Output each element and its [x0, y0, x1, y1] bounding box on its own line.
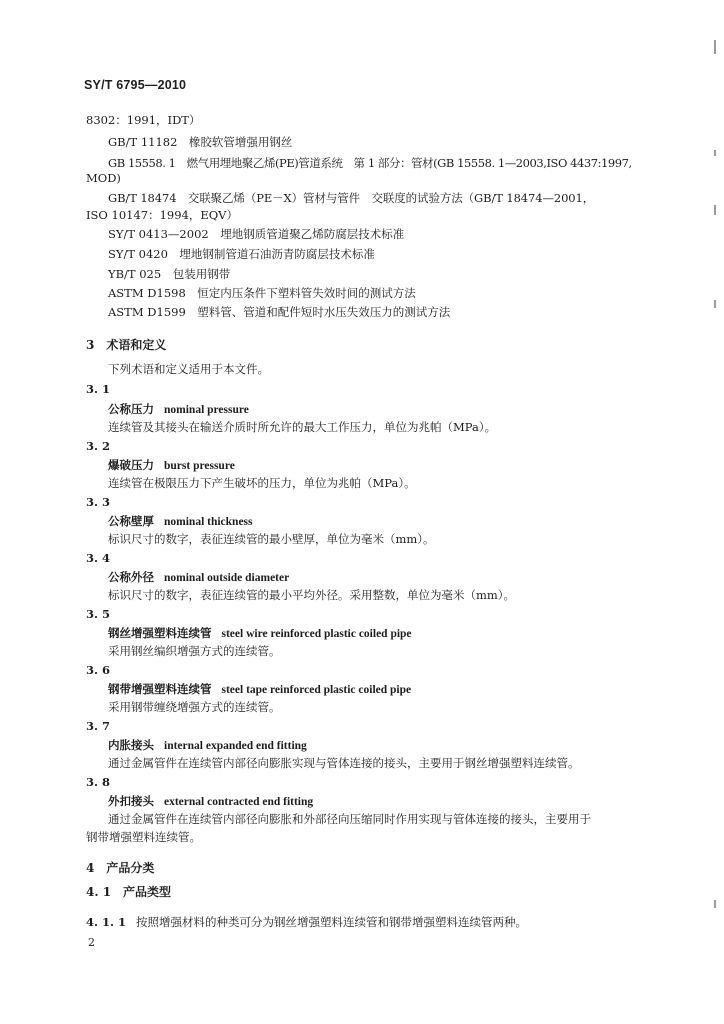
term-definition: 连续管在极限压力下产生破坏的压力，单位为兆帕（MPa）。: [108, 476, 416, 490]
term-en: nominal thickness: [164, 516, 253, 528]
ref-line: GB 15558. 1 燃气用埋地聚乙烯(PE)管道系统 第 1 部分：管材(GB 15558. 1—2003,ISO 4437:1997,: [108, 156, 632, 170]
ref-line: MOD): [86, 171, 121, 185]
term-en: nominal outside diameter: [164, 572, 290, 584]
ref-line: GB/T 11182 橡胶软管增强用钢丝: [108, 135, 293, 149]
term-en: external contracted end fitting: [164, 796, 314, 808]
clause-number: 3. 6: [86, 663, 111, 677]
clause-number: 3. 8: [86, 775, 111, 789]
ref-line: GB/T 18474 交联聚乙烯（PE－X）管材与管件 交联度的试验方法（GB/T 18474—2001，: [108, 191, 595, 205]
clause-number: 3. 2: [86, 439, 111, 453]
term-title: [108, 569, 289, 586]
term-cn: 公称壁厚: [108, 514, 154, 528]
ref-line: SY/T 0413—2002 埋地钢质管道聚乙烯防腐层技术标准: [108, 227, 405, 241]
term-title: [108, 793, 313, 810]
term-definition: 通过金属管件在连续管内部径向膨胀实现与管体连接的接头，主要用于钢丝增强塑料连续管。: [108, 756, 580, 770]
ref-line: ASTM D1598 恒定内压条件下塑料管失效时间的测试方法: [108, 286, 416, 300]
term-en: nominal pressure: [164, 404, 249, 416]
section-intro: 下列术语和定义适用于本文件。: [108, 362, 269, 376]
ref-line: YB/T 025 包装用钢带: [108, 267, 231, 281]
ref-line: 8302：1991，IDT）: [86, 113, 201, 127]
term-cn: 外扣接头: [108, 794, 154, 808]
clause-number: 3. 5: [86, 607, 111, 621]
clause-text: 按照增强材料的种类可分为钢丝增强塑料连续管和钢带增强塑料连续管两种。: [136, 915, 528, 929]
term-en: internal expanded end fitting: [164, 740, 307, 752]
term-title: [108, 457, 235, 474]
term-cn: 钢丝增强塑料连续管: [108, 626, 212, 640]
section-heading: 3 术语和定义: [86, 338, 167, 352]
clause-number: 3. 4: [86, 551, 111, 565]
clause-number: 3. 1: [86, 382, 111, 396]
term-title: [108, 401, 249, 418]
term-definition: 采用钢丝编织增强方式的连续管。: [108, 644, 281, 658]
term-definition: 通过金属管件在连续管内部径向膨胀和外部径向压缩同时作用实现与管体连接的接头，主要用于: [108, 812, 591, 826]
term-cn: 钢带增强塑料连续管: [108, 682, 212, 696]
clause-number: 3. 7: [86, 719, 111, 733]
term-definition-continued: 钢带增强塑料连续管。: [86, 830, 201, 844]
term-en: burst pressure: [164, 460, 235, 472]
term-en: steel wire reinforced plastic coiled pipe: [221, 628, 412, 640]
clause-4-1-1: [86, 914, 527, 930]
ref-line: SY/T 0420 埋地钢制管道石油沥青防腐层技术标准: [108, 247, 375, 261]
term-cn: 爆破压力: [108, 458, 154, 472]
term-title: [108, 625, 412, 642]
term-cn: 公称压力: [108, 402, 154, 416]
scan-artifacts: [704, 0, 724, 1024]
term-title: [108, 513, 253, 530]
term-definition: 连续管及其接头在输送介质时所允许的最大工作压力，单位为兆帕（MPa）。: [108, 420, 497, 434]
clause-number: 3. 3: [86, 495, 111, 509]
term-cn: 内胀接头: [108, 738, 154, 752]
standard-id-header: SY/T 6795—2010: [84, 78, 187, 92]
term-title: [108, 737, 307, 754]
ref-line: ASTM D1599 塑料管、管道和配件短时水压失效压力的测试方法: [108, 305, 451, 319]
term-definition: 标识尺寸的数字，表征连续管的最小壁厚，单位为毫米（mm）。: [108, 532, 435, 546]
subsection-heading: 4. 1 产品类型: [86, 885, 172, 899]
page-number: 2: [88, 936, 95, 949]
term-definition: 标识尺寸的数字，表征连续管的最小平均外径。采用整数，单位为毫米（mm）。: [108, 588, 516, 602]
section-heading: 4 产品分类: [86, 861, 155, 875]
ref-line: ISO 10147：1994，EQV）: [86, 208, 238, 222]
term-cn: 公称外径: [108, 570, 154, 584]
clause-number: 4. 1. 1: [86, 915, 127, 929]
term-title: [108, 681, 411, 698]
term-en: steel tape reinforced plastic coiled pipe: [221, 684, 412, 696]
term-definition: 采用钢带缠绕增强方式的连续管。: [108, 700, 281, 714]
